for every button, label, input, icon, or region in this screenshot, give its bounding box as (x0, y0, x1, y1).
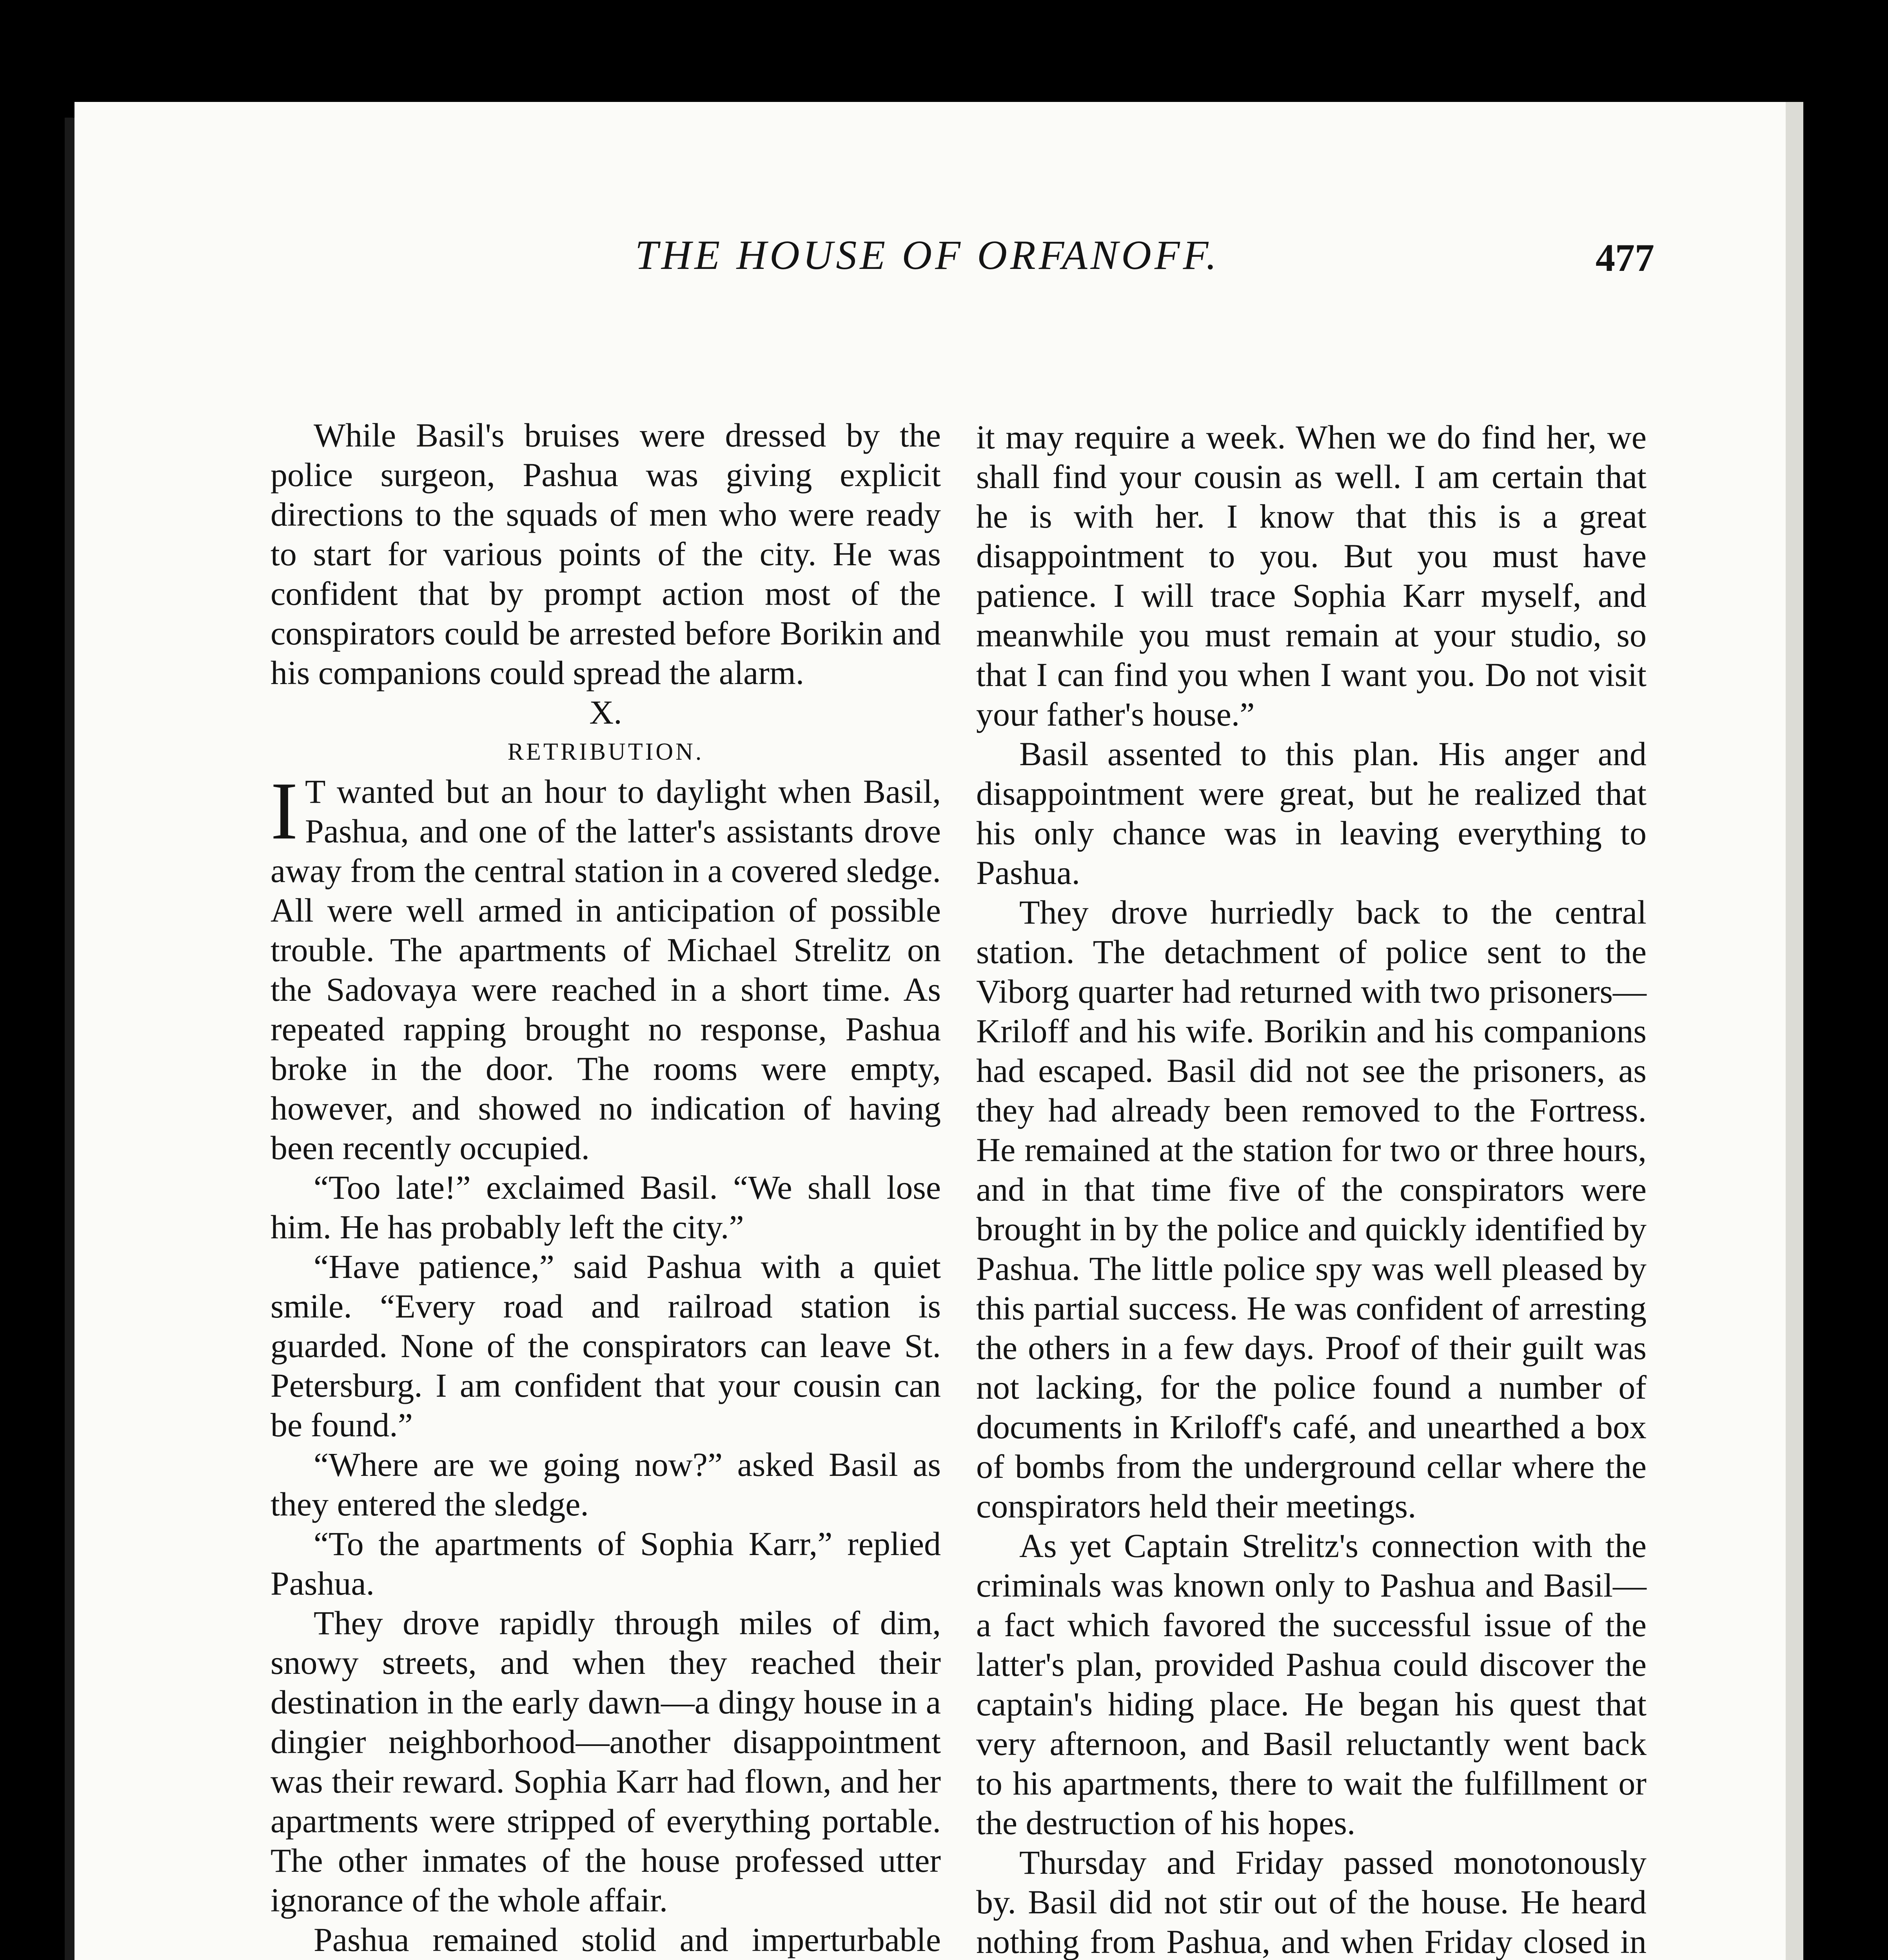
continued-paragraph: it may require a week. When we do find her, we shall find your cousin as well. I am certain that he is with her. I know that this is a great disappointment to you. But you must have patience. I will trace Sophia Karr myself, and meanwhile you must remain at your studio, so that I can find you when I want you. Do not visit your father's house.” (976, 418, 1647, 733)
drop-cap: I (270, 766, 298, 857)
book-page (74, 102, 1803, 1960)
section-title: RETRIBUTION. (507, 739, 704, 765)
paragraph: “Have patience,” said Pashua with a quiet smile. “Every road and railroad station is guarded. None of the conspirators can leave St. Petersburg. I am confident that your cousin can be found.” (270, 1248, 941, 1444)
intro-paragraph: While Basil's bruises were dressed by the police surgeon, Pashua was giving explicit directions to the squads of men who were ready to start for various points of the city. He was confident that by prompt action most of the conspirators could be arrested before Borikin and his companions could spread the alarm. (270, 416, 941, 691)
opening-paragraph (270, 766, 941, 1168)
paragraph: They drove hurriedly back to the central station. The detachment of police sent to the Viborg quarter had returned with two prisoners—Kriloff and his wife. Borikin and his companions had escaped. Basil did not see the prisoners, as they had already been removed to the Fortress. He remained at the station for two or three hours, and in that time five of the conspirators were brought in by the police and quickly identified by Pashua. The little police spy was well pleased by this partial success. He was confident of arresting the others in a few days. Proof of their guilt was not lacking, for the police found a number of documents in Kriloff's café, and unearthed a box of bombs from the underground cellar where the conspirators held their meetings. (976, 893, 1647, 1525)
right-column (976, 417, 1647, 1960)
section-number: X. (589, 693, 622, 731)
page-number: 477 (1596, 236, 1654, 279)
left-column (270, 416, 941, 1960)
running-title: THE HOUSE OF ORFANOFF. (635, 232, 1220, 278)
page-header (74, 231, 1803, 310)
paragraph: They drove rapidly through miles of dim, snowy streets, and when they reached their destination in the early dawn—a dingy house in a dingier neighborhood—another disappointment was their reward. Sophia Karr had flown, and her apartments were stripped of everything portable. The other inmates of the house professed utter ignorance of the whole affair. (270, 1604, 941, 1919)
paragraph: “Where are we going now?” asked Basil as they entered the sledge. (270, 1446, 941, 1523)
page-edge (1786, 102, 1803, 1960)
paragraph: “To the apartments of Sophia Karr,” replied Pashua. (270, 1525, 941, 1602)
paragraph: Thursday and Friday passed monotonously by. Basil did not stir out of the house. He heard nothing from Pashua, and when Friday closed in (976, 1844, 1647, 1960)
opening-paragraph-text: T wanted but an hour to daylight when Basil, Pashua, and one of the latter's assistants drove away from the central station in a covered sledge. All were well armed in anticipation of possible trouble. The apartments of Michael Strelitz on the Sadovaya were reached in a short time. As repeated rapping brought no response, Pashua broke in the door. The rooms were empty, however, and showed no indication of having been recently occupied. (270, 773, 941, 1167)
paragraph: Basil assented to this plan. His anger and disappointment were great, but he realized that his only chance was in leaving everything to Pashua. (976, 735, 1647, 891)
paragraph: As yet Captain Strelitz's connection with the criminals was known only to Pashua and Basil—a fact which favored the successful issue of the latter's plan, provided Pashua could discover the captain's hiding place. He began his quest that very afternoon, and Basil reluctantly went back to his apartments, there to wait the fulfillment or the destruction of his hopes. (976, 1527, 1647, 1842)
paragraph: “Too late!” exclaimed Basil. “We shall lose him. He has probably left the city.” (270, 1169, 941, 1246)
paragraph: Pashua remained stolid and imperturbable (314, 1921, 941, 1958)
